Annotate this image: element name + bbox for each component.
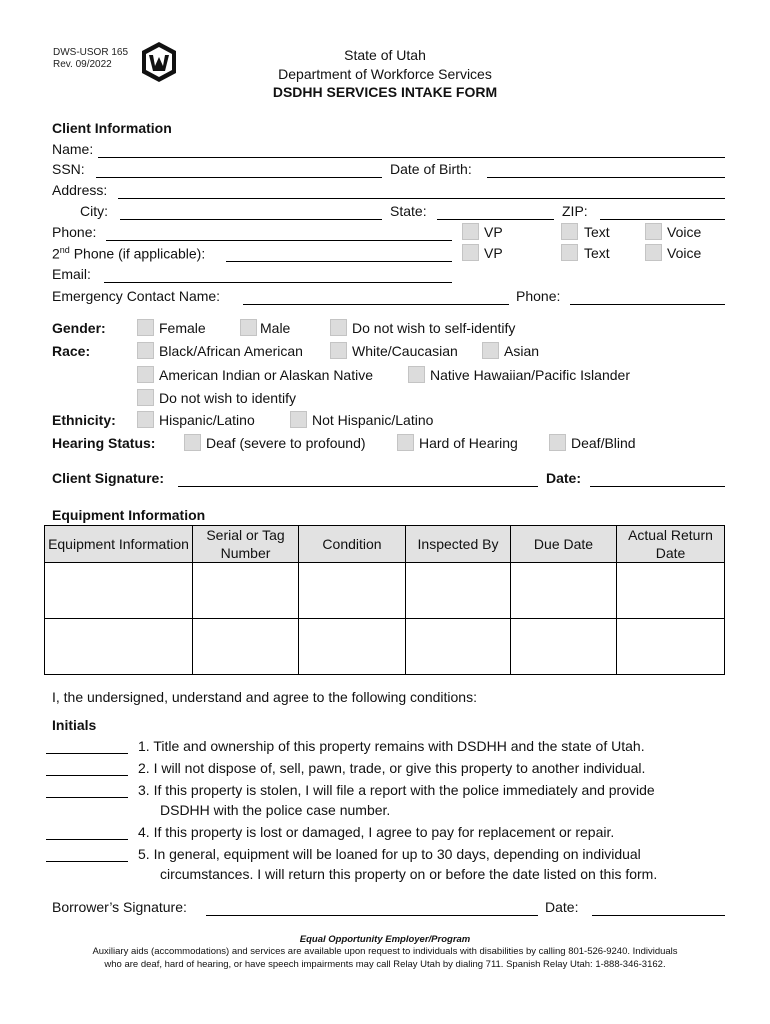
race-white-label: White/Caucasian <box>352 343 458 359</box>
table-cell[interactable] <box>299 619 406 675</box>
table-cell[interactable] <box>406 563 511 619</box>
zip-field[interactable] <box>600 219 725 220</box>
race-black-label: Black/African American <box>159 343 303 359</box>
borrower-signature-label: Borrower’s Signature: <box>52 899 187 915</box>
condition-1: 1. Title and ownership of this property remains with DSDHH and the state of Utah. <box>138 738 645 754</box>
phone2-voice-checkbox[interactable] <box>645 244 662 261</box>
dob-field[interactable] <box>487 177 725 178</box>
phone-text-label: Text <box>584 224 610 240</box>
phone2-label <box>52 245 205 262</box>
race-black-checkbox[interactable] <box>137 342 154 359</box>
phone2-voice-label: Voice <box>667 245 702 261</box>
borrower-date-field[interactable] <box>592 915 725 916</box>
gender-no-identify-checkbox[interactable] <box>330 319 347 336</box>
gender-male-checkbox[interactable] <box>240 319 257 336</box>
hearing-hoh-checkbox[interactable] <box>397 434 414 451</box>
race-american-indian-label: American Indian or Alaskan Native <box>159 367 373 383</box>
initials-field-3[interactable] <box>46 797 128 798</box>
race-label: Race: <box>52 343 91 359</box>
gender-female-checkbox[interactable] <box>137 319 154 336</box>
phone2-text-checkbox[interactable] <box>561 244 578 261</box>
initials-heading: Initials <box>52 717 97 733</box>
race-no-identify-checkbox[interactable] <box>137 389 154 406</box>
client-signature-field[interactable] <box>178 486 538 487</box>
initials-field-1[interactable] <box>46 753 128 754</box>
ethnicity-not-hispanic-label: Not Hispanic/Latino <box>312 412 434 428</box>
hearing-status-label: Hearing Status: <box>52 435 156 451</box>
name-field[interactable] <box>98 157 725 158</box>
ssn-label: SSN: <box>52 161 85 177</box>
condition-5: 5. In general, equipment will be loaned for up to 30 days, depending on individual <box>138 846 641 862</box>
zip-label: ZIP: <box>562 203 588 219</box>
table-cell[interactable] <box>193 563 299 619</box>
gender-label: Gender: <box>52 320 106 336</box>
email-field[interactable] <box>104 282 452 283</box>
client-date-label: Date: <box>546 470 582 486</box>
phone-voice-label: Voice <box>667 224 702 240</box>
table-cell[interactable] <box>617 563 725 619</box>
emergency-phone-field[interactable] <box>570 304 725 305</box>
condition-3: 3. If this property is stolen, I will file a report with the police immediately and provide <box>138 782 655 798</box>
hearing-hoh-label: Hard of Hearing <box>419 435 518 451</box>
col-due-date: Due Date <box>511 526 617 563</box>
table-row <box>45 619 725 675</box>
initials-field-4[interactable] <box>46 839 128 840</box>
race-pacific-islander-checkbox[interactable] <box>408 366 425 383</box>
ethnicity-hispanic-checkbox[interactable] <box>137 411 154 428</box>
phone-field[interactable] <box>106 240 452 241</box>
race-asian-checkbox[interactable] <box>482 342 499 359</box>
race-asian-label: Asian <box>504 343 540 359</box>
ethnicity-hispanic-label: Hispanic/Latino <box>159 412 255 428</box>
emergency-contact-field[interactable] <box>243 304 509 305</box>
phone-voice-checkbox[interactable] <box>645 223 662 240</box>
initials-field-2[interactable] <box>46 775 128 776</box>
phone-vp-label: VP <box>484 224 503 240</box>
hearing-deafblind-label: Deaf/Blind <box>571 435 636 451</box>
phone2-vp-label: VP <box>484 245 503 261</box>
accommodations-text-2: who are deaf, hard of hearing, or have speech impairments may call Relay Utah by dialing 711. Spanish Relay Utah: 1-888-346-3162. <box>104 959 666 970</box>
race-american-indian-checkbox[interactable] <box>137 366 154 383</box>
gender-male-label: Male <box>260 320 291 336</box>
race-no-identify-label: Do not wish to identify <box>159 390 296 406</box>
phone-vp-checkbox[interactable] <box>462 223 479 240</box>
client-signature-label: Client Signature: <box>52 470 165 486</box>
gender-no-identify-label: Do not wish to self-identify <box>352 320 516 336</box>
name-label: Name: <box>52 141 94 157</box>
phone-label: Phone: <box>52 224 97 240</box>
equipment-heading: Equipment Information <box>52 507 206 523</box>
address-label: Address: <box>52 182 108 198</box>
phone2-vp-checkbox[interactable] <box>462 244 479 261</box>
state-label: State: <box>390 203 427 219</box>
address-field[interactable] <box>118 198 725 199</box>
emergency-phone-label: Phone: <box>516 288 561 304</box>
borrower-date-label: Date: <box>545 899 579 915</box>
equal-opportunity-text: Equal Opportunity Employer/Program <box>299 934 471 945</box>
table-cell[interactable] <box>511 619 617 675</box>
condition-3-continued: DSDHH with the police case number. <box>160 802 391 818</box>
dob-label: Date of Birth: <box>390 161 472 177</box>
gender-female-label: Female <box>159 320 206 336</box>
phone-text-checkbox[interactable] <box>561 223 578 240</box>
table-cell[interactable] <box>193 619 299 675</box>
col-actual-return-date: Actual Return Date <box>617 526 725 563</box>
phone2-text-label: Text <box>584 245 610 261</box>
phone2-suffix: Phone (if applicable): <box>69 245 206 262</box>
form-revision: Rev. 09/2022 <box>53 59 112 70</box>
equipment-table <box>44 525 725 675</box>
accommodations-text-1: Auxiliary aids (accommodations) and services are available upon request to individuals with disabilities by calling 801-526-9240. Individuals <box>92 946 678 957</box>
col-inspected-by: Inspected By <box>406 526 511 563</box>
email-label: Email: <box>52 266 91 282</box>
client-info-heading: Client Information <box>52 120 172 136</box>
initials-field-5[interactable] <box>46 861 128 862</box>
table-cell[interactable] <box>617 619 725 675</box>
city-field[interactable] <box>120 219 382 220</box>
department-name: Department of Workforce Services <box>278 66 492 82</box>
condition-5-continued: circumstances. I will return this property on or before the date listed on this form. <box>160 866 658 882</box>
ssn-field[interactable] <box>96 177 382 178</box>
state-field[interactable] <box>437 219 554 220</box>
city-label: City: <box>80 203 108 219</box>
table-cell[interactable] <box>45 563 193 619</box>
col-serial-number: Serial or Tag Number <box>193 526 299 563</box>
table-cell[interactable] <box>511 563 617 619</box>
col-equipment-information: Equipment Information <box>45 526 193 563</box>
equipment-header-row <box>45 526 725 563</box>
table-cell[interactable] <box>406 619 511 675</box>
phone2-field[interactable] <box>226 261 452 262</box>
table-row <box>45 563 725 619</box>
race-pacific-islander-label: Native Hawaiian/Pacific Islander <box>430 367 630 383</box>
form-title: DSDHH SERVICES INTAKE FORM <box>272 84 498 100</box>
phone2-sup: nd <box>59 245 70 255</box>
table-cell[interactable] <box>45 619 193 675</box>
race-white-checkbox[interactable] <box>330 342 347 359</box>
col-condition: Condition <box>299 526 406 563</box>
table-cell[interactable] <box>299 563 406 619</box>
condition-4: 4. If this property is lost or damaged, I agree to pay for replacement or repair. <box>138 824 615 840</box>
client-date-field[interactable] <box>590 486 725 487</box>
form-number: DWS-USOR 165 <box>53 47 129 58</box>
state-name: State of Utah <box>344 47 426 63</box>
ethnicity-label: Ethnicity: <box>52 412 116 428</box>
agreement-intro: I, the undersigned, understand and agree to the following conditions: <box>52 689 477 705</box>
phone2-prefix: 2 <box>52 245 60 262</box>
hearing-deaf-checkbox[interactable] <box>184 434 201 451</box>
ethnicity-not-hispanic-checkbox[interactable] <box>290 411 307 428</box>
condition-2: 2. I will not dispose of, sell, pawn, trade, or give this property to another individual. <box>138 760 646 776</box>
borrower-signature-field[interactable] <box>206 915 538 916</box>
emergency-contact-label: Emergency Contact Name: <box>52 288 221 304</box>
hearing-deaf-label: Deaf (severe to profound) <box>206 435 366 451</box>
hearing-deafblind-checkbox[interactable] <box>549 434 566 451</box>
